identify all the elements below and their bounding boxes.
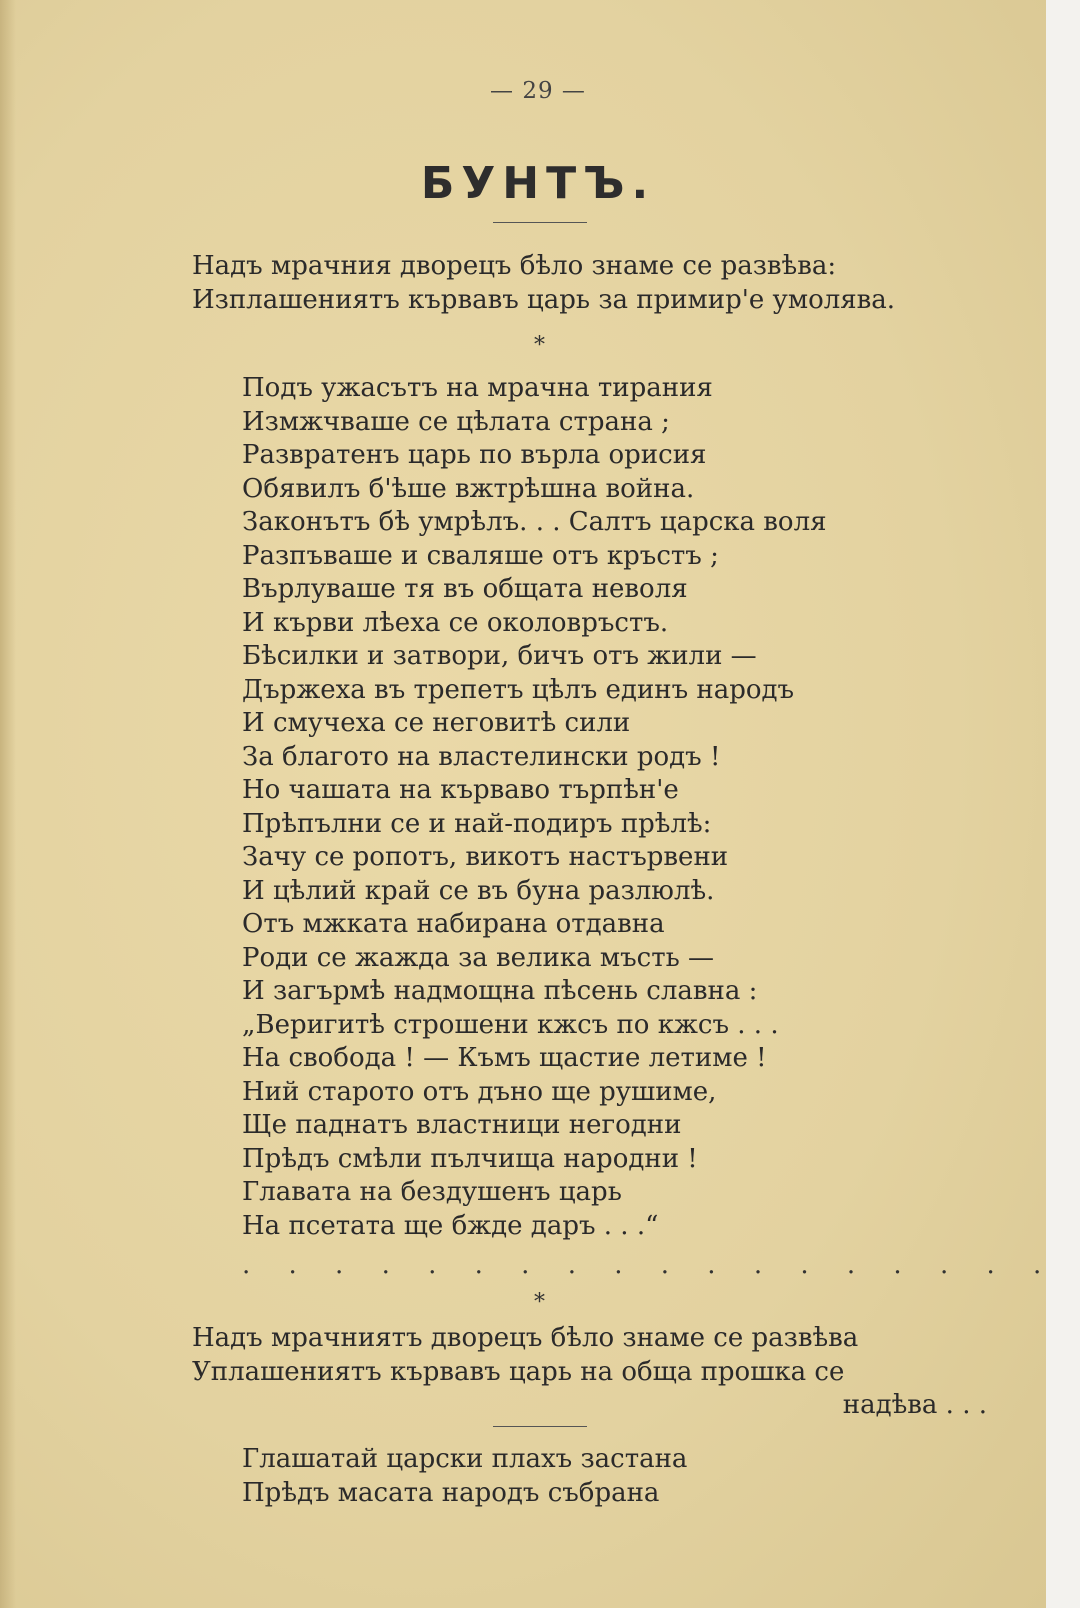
- verse-line: На псетата ще бжде даръ . . .“: [242, 1210, 659, 1241]
- verse-line: Ний старото отъ дъно ще рушиме,: [242, 1076, 717, 1107]
- poem-title: БУНТЪ.: [420, 158, 656, 209]
- verse-line: И цѣлий край се въ буна разлюлѣ.: [242, 875, 715, 906]
- verse-line: Законътъ бѣ умрѣлъ. . . Салтъ царска воля: [242, 507, 827, 537]
- verse-line: И кърви лѣеха се околовръстъ.: [242, 607, 669, 638]
- verse-line: Прѣдъ смѣли пълчища народни !: [242, 1143, 698, 1174]
- verse-line: Зачу се ропотъ, викотъ настървени: [242, 842, 729, 872]
- closing-line: Прѣдъ масата народъ събрана: [242, 1477, 660, 1508]
- outro-line: Уплашениятъ кървавъ царь на обща прошка се: [192, 1356, 845, 1387]
- verse-line: Главата на бездушенъ царь: [242, 1177, 622, 1207]
- section-separator-star: *: [534, 1290, 545, 1315]
- verse-line: Ще паднатъ властници негодни: [242, 1110, 682, 1140]
- section-divider: [493, 1426, 587, 1427]
- ellipsis-row: . . . . . . . . . . . . . . . . . .: [242, 1250, 1057, 1280]
- verse-line: Но чашата на кърваво търпѣн'е: [242, 775, 679, 805]
- verse-line: За благото на властелински родъ !: [242, 741, 721, 772]
- verse-line: Държеха въ трепетъ цѣлъ единъ народъ: [242, 674, 795, 705]
- verse-line: Отъ мжката набирана отдавна: [242, 909, 665, 939]
- verse-line: И смучеха се неговитѣ сили: [242, 708, 631, 738]
- page-number: — 29 —: [490, 78, 586, 104]
- intro-line: Надъ мрачния дворецъ бѣло знаме се развѣва:: [192, 251, 837, 281]
- closing-stanza: [242, 1443, 687, 1510]
- verse-line: И загърмѣ надмощна пѣсень славна :: [242, 976, 758, 1006]
- verse-line: Бѣсилки и затвори, бичъ отъ жили —: [242, 641, 757, 671]
- outro-couplet: [192, 1322, 987, 1423]
- verse-line: Прѣпълни се и най-подиръ прѣлѣ:: [242, 808, 712, 839]
- verse-line: Върлуваше тя въ общата неволя: [242, 574, 688, 604]
- verse-line: Измжчваше се цѣлата страна ;: [242, 406, 670, 437]
- outro-line-wrap: [192, 1389, 987, 1423]
- intro-line: Изплашениятъ кървавъ царь за примир'е умолява.: [192, 284, 896, 315]
- verse-line: Роди се жажда за велика мъсть —: [242, 942, 715, 973]
- verse-line: „Веригитѣ строшени кжсъ по кжсъ . . .: [242, 1009, 779, 1040]
- verse-line: На свобода ! — Къмъ щастие летиме !: [242, 1043, 767, 1073]
- main-stanza: [242, 372, 827, 1243]
- section-separator-star: *: [534, 333, 545, 358]
- outro-wrap-text: надѣва . . .: [842, 1390, 987, 1420]
- closing-line: Глашатай царски плахъ застана: [242, 1444, 688, 1474]
- title-underline: [493, 222, 587, 223]
- verse-line: Обявилъ б'ѣше вжтрѣшна война.: [242, 473, 695, 504]
- verse-line: Развратенъ царь по върла орисия: [242, 440, 707, 470]
- verse-line: Разпъваше и сваляше отъ кръстъ ;: [242, 540, 719, 571]
- verse-line: Подъ ужасътъ на мрачна тирания: [242, 373, 713, 403]
- intro-couplet: [192, 250, 895, 317]
- outro-line: Надъ мрачниятъ дворецъ бѣло знаме се развѣва: [192, 1323, 859, 1353]
